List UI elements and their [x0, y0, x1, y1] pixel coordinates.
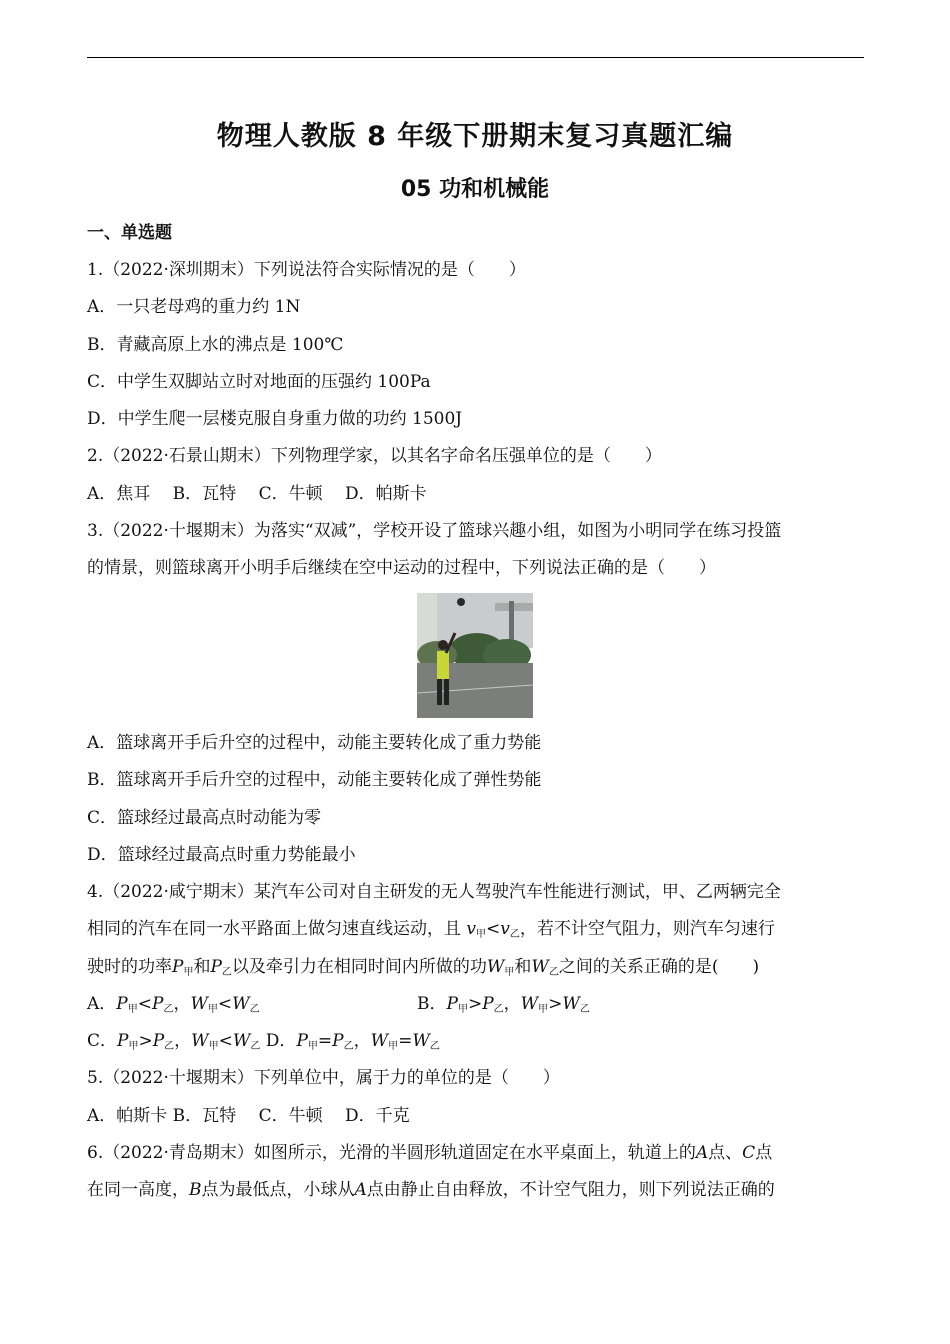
q2-options: A．焦耳 B．瓦特 C．牛顿 D．帕斯卡: [87, 484, 427, 504]
q4-option-c-d: C．$P_甲>P_乙$，$W_甲<W_乙$ D．$P_甲=P_乙$，$W_甲=W_乙$: [87, 1031, 440, 1052]
q5-options: A．帕斯卡 B．瓦特 C．牛顿 D．千克: [87, 1106, 410, 1126]
q6-stem-line1: 6.（2022·青岛期末）如图所示，光滑的半圆形轨道固定在水平桌面上，轨道上的A点、C点: [87, 1143, 773, 1163]
q5-stem: 5.（2022·十堰期末）下列单位中，属于力的单位的是（ ）: [87, 1068, 560, 1088]
q1-stem: 1.（2022·深圳期末）下列说法符合实际情况的是（ ）: [87, 260, 526, 280]
page-title: 物理人教版 8 年级下册期末复习真题汇编: [216, 121, 734, 152]
q3-stem-line2: 的情景，则篮球离开小明手后继续在空中运动的过程中，下列说法正确的是（ ）: [87, 558, 716, 578]
q1-option-b: B．青藏高原上水的沸点是 100℃: [87, 335, 344, 355]
q1-option-a: A．一只老母鸡的重力约 1N: [87, 297, 301, 317]
q4-stem-line2: 相同的汽车在同一水平路面上做匀速直线运动，且 $v_甲<v_乙$，若不计空气阻力，则汽车匀速行: [87, 919, 775, 940]
basketball-photo: [417, 593, 533, 718]
q1-option-d: D．中学生爬一层楼克服自身重力做的功约 1500J: [87, 409, 463, 429]
q3-option-b: B．篮球离开手后升空的过程中，动能主要转化成了弹性势能: [87, 770, 542, 790]
q3-option-c: C．篮球经过最高点时动能为零: [87, 808, 322, 828]
q4-option-a: A．$P_甲<P_乙$，$W_甲<W_乙$: [87, 994, 260, 1015]
q4-option-b: B．$P_甲>P_乙$，$W_甲>W_乙$: [417, 994, 590, 1015]
header-rule: [87, 57, 864, 58]
q1-option-c: C．中学生双脚站立时对地面的压强约 100Pa: [87, 372, 431, 392]
q3-option-a: A．篮球离开手后升空的过程中，动能主要转化成了重力势能: [87, 733, 542, 753]
q6-stem-line2: 在同一高度，B点为最低点，小球从A点由静止自由释放，不计空气阻力，则下列说法正确的: [87, 1180, 775, 1200]
q4-stem-line1: 4.（2022·咸宁期末）某汽车公司对自主研发的无人驾驶汽车性能进行测试，甲、乙两辆完全: [87, 882, 781, 902]
chapter-subtitle: 05 功和机械能: [400, 177, 550, 202]
q3-stem-line1: 3.（2022·十堰期末）为落实“双减”，学校开设了篮球兴趣小组，如图为小明同学在练习投篮: [87, 521, 782, 541]
q3-option-d: D．篮球经过最高点时重力势能最小: [87, 845, 356, 865]
q2-stem: 2.（2022·石景山期末）下列物理学家，以其名字命名压强单位的是（ ）: [87, 446, 662, 466]
q4-stem-line3: 驶时的功率$P_甲$和$P_乙$以及牵引力在相同时间内所做的功$W_甲$和$W_乙$之间的关系正确的是( ): [87, 957, 760, 978]
section-heading: 一、单选题: [87, 223, 172, 243]
